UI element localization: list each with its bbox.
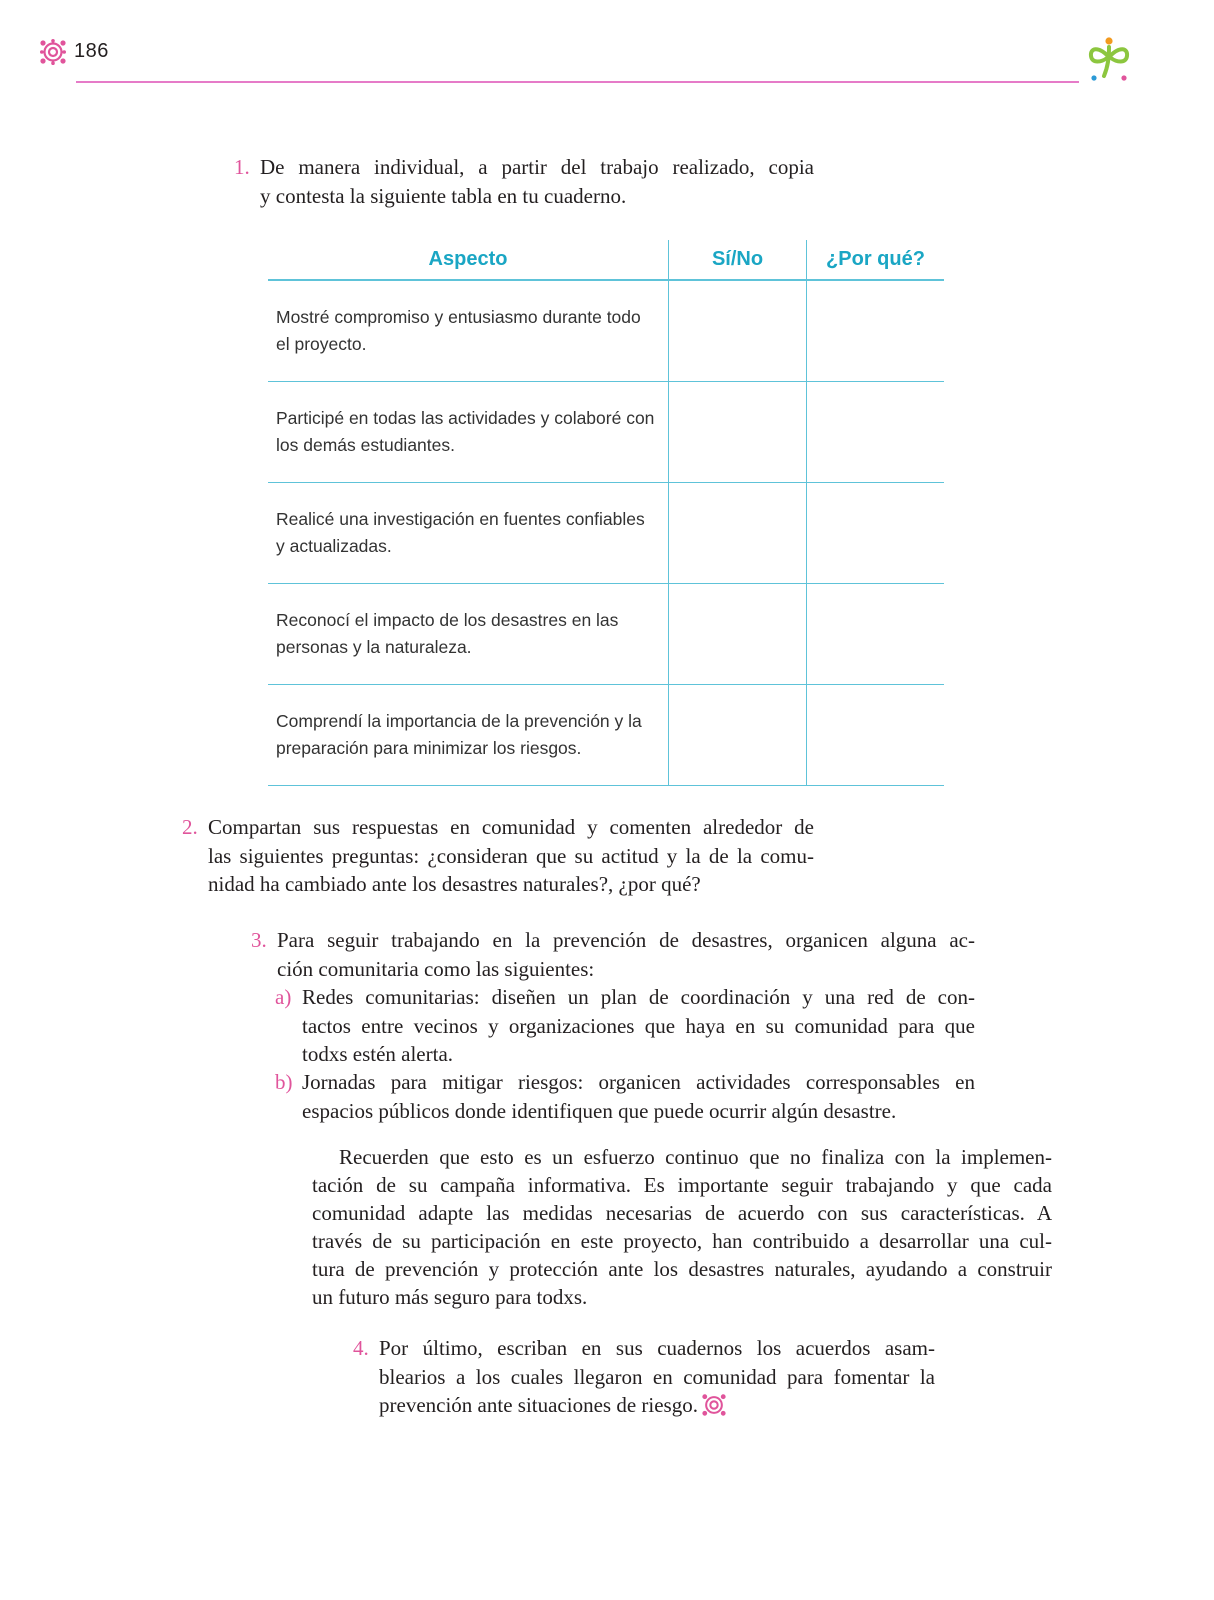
reason-cell xyxy=(807,280,945,382)
text-line: Por último, escriban en sus cuadernos los acuerdos asam- xyxy=(379,1336,935,1360)
answer-cell xyxy=(669,382,807,483)
item-number: 2. xyxy=(182,815,198,839)
text-line: ción comunitaria como las siguientes: xyxy=(277,956,595,981)
pink-flower-ornament-icon xyxy=(40,39,66,65)
answer-cell xyxy=(669,280,807,382)
closing-paragraph xyxy=(312,1143,1052,1311)
item-number: 1. xyxy=(234,155,250,179)
text-line: todxs estén alerta. xyxy=(302,1042,454,1066)
table-row xyxy=(268,382,944,483)
answer-cell xyxy=(669,483,807,584)
sub-item-a xyxy=(275,983,975,1069)
aspect-line: Comprendí la importancia de la prevención y la xyxy=(276,711,642,731)
reason-cell xyxy=(807,382,945,483)
aspect-line: Mostré compromiso y entusiasmo durante todo xyxy=(276,307,641,327)
table-row xyxy=(268,685,944,786)
reason-cell xyxy=(807,685,945,786)
green-sprout-logo-icon xyxy=(1084,34,1134,84)
text-line: Recuerden que esto es un esfuerzo continuo que no finaliza con la implemen- xyxy=(339,1145,1052,1169)
sub-item-b xyxy=(275,1068,975,1125)
instruction-item-1 xyxy=(234,153,814,210)
aspect-line: Participé en todas las actividades y colaboré con xyxy=(276,408,655,428)
aspect-line: y actualizadas. xyxy=(276,536,392,556)
aspect-line: los demás estudiantes. xyxy=(276,435,455,455)
text-line: Redes comunitarias: diseñen un plan de coordinación y una red de con- xyxy=(302,985,975,1009)
table-row xyxy=(268,483,944,584)
instruction-item-3 xyxy=(251,926,975,983)
text-line: tación de su campaña informativa. Es importante seguir trabajando y que cada xyxy=(312,1173,1052,1197)
self-evaluation-table xyxy=(268,240,944,786)
reason-cell xyxy=(807,584,945,685)
sub-item-letter: a) xyxy=(275,985,292,1009)
text-line: y contesta la siguiente tabla en tu cuaderno. xyxy=(260,183,627,208)
column-header-si-no: Sí/No xyxy=(669,240,807,280)
column-header-por-que: ¿Por qué? xyxy=(807,240,945,280)
text-line: comunidad adapte las medidas necesarias de acuerdo con sus características. A xyxy=(312,1201,1052,1225)
item-number: 3. xyxy=(251,928,267,952)
aspect-line: Realicé una investigación en fuentes confiables xyxy=(276,509,645,529)
text-line: las siguientes preguntas: ¿consideran que su actitud y la de la comu- xyxy=(208,843,814,868)
aspect-cell xyxy=(268,685,669,786)
column-header-aspecto: Aspecto xyxy=(268,240,669,280)
aspect-cell xyxy=(268,382,669,483)
text-line: tactos entre vecinos y organizaciones que haya en su comunidad para que xyxy=(302,1013,975,1038)
reason-cell xyxy=(807,483,945,584)
aspect-line: personas y la naturaleza. xyxy=(276,637,472,657)
aspect-cell xyxy=(268,483,669,584)
answer-cell xyxy=(669,685,807,786)
pink-flower-ornament-icon xyxy=(702,1393,726,1417)
text-line-content: prevención ante situaciones de riesgo. xyxy=(379,1393,698,1417)
text-line: Para seguir trabajando en la prevención de desastres, organicen alguna ac- xyxy=(277,928,975,952)
text-line: Compartan sus respuestas en comunidad y comenten alrededor de xyxy=(208,815,814,839)
aspect-cell xyxy=(268,584,669,685)
aspect-line: preparación para minimizar los riesgos. xyxy=(276,738,582,758)
aspect-line: Reconocí el impacto de los desastres en las xyxy=(276,610,619,630)
text-line: blearios a los cuales llegaron en comunidad para fomentar la xyxy=(379,1364,935,1389)
table-header-row xyxy=(268,240,944,280)
text-line xyxy=(379,1391,935,1420)
aspect-line: el proyecto. xyxy=(276,334,367,354)
instruction-item-2 xyxy=(182,813,814,899)
instruction-item-4 xyxy=(353,1334,935,1420)
table-row xyxy=(268,280,944,382)
text-line: través de su participación en este proyecto, han contribuido a desarrollar una cul- xyxy=(312,1229,1052,1253)
text-line: tura de prevención y protección ante los desastres naturales, ayudando a construir xyxy=(312,1257,1052,1281)
text-line: nidad ha cambiado ante los desastres naturales?, ¿por qué? xyxy=(208,872,701,896)
text-line: espacios públicos donde identifiquen que puede ocurrir algún desastre. xyxy=(302,1098,897,1123)
page-number: 186 xyxy=(74,40,109,62)
table-row xyxy=(268,584,944,685)
text-line: De manera individual, a partir del trabajo realizado, copia xyxy=(260,155,814,179)
answer-cell xyxy=(669,584,807,685)
header-rule xyxy=(76,81,1079,83)
text-line: Jornadas para mitigar riesgos: organicen actividades corresponsables en xyxy=(302,1070,975,1094)
sub-item-letter: b) xyxy=(275,1070,293,1094)
aspect-cell xyxy=(268,280,669,382)
item-number: 4. xyxy=(353,1336,369,1360)
text-line: un futuro más seguro para todxs. xyxy=(312,1285,588,1309)
